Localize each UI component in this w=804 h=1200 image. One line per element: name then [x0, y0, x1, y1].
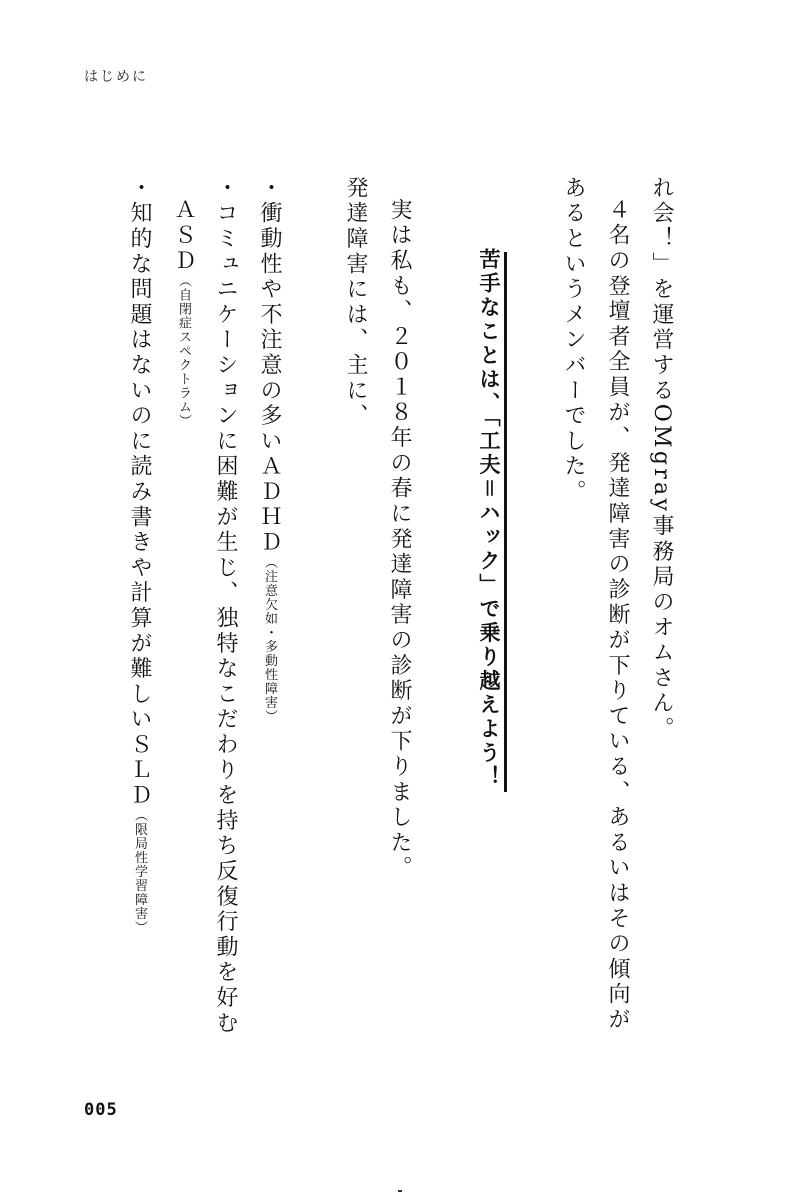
body-line-1: れ会！」を運営するOMgray事務局のオムさん。: [649, 176, 674, 742]
body-line-5: 発達障害には、主に、: [343, 176, 368, 429]
bullet-note: （自閉症スペクトラム）: [176, 273, 191, 428]
body-line-2: ４名の登壇者全員が、発達障害の診断が下りている、あるいはその傾向が: [605, 198, 630, 1033]
crop-mark: [398, 1190, 402, 1192]
bullet-dot: ・: [127, 176, 152, 202]
heading-rule: [504, 252, 507, 792]
bullet-note: （注意欠如・多動性障害）: [262, 555, 277, 724]
bullet-item-adhd: [258, 176, 280, 724]
bullet-text: ＡＳＤ: [171, 198, 196, 274]
bullet-dot: ・: [213, 176, 238, 202]
bullet-note: （限局性学習障害）: [132, 808, 147, 935]
bullet-dot: ・: [257, 176, 282, 202]
body-line-3: あるというメンバーでした。: [561, 176, 586, 505]
bullet-item-sld: [128, 176, 150, 935]
bullet-item-asd-continued: [172, 198, 194, 428]
bullet-item-asd: [214, 176, 236, 1036]
body-line-4: 実は私も、２０１８年の春に発達障害の診断が下りました。: [387, 198, 412, 882]
section-heading: 苦手なことは、「工夫＝ハック」で乗り越えよう！: [477, 248, 501, 790]
page-number: 005: [84, 1100, 118, 1120]
bullet-text: コミュニケーションに困難が生じ、独特なこだわりを持ち反復行動を好む: [213, 201, 238, 1037]
bullet-text: 知的な問題はないのに読み書きや計算が難しいＳＬＤ: [127, 201, 152, 809]
bullet-text: 衝動性や不注意の多いＡＤＨＤ: [257, 201, 282, 556]
running-head: はじめに: [84, 69, 148, 85]
